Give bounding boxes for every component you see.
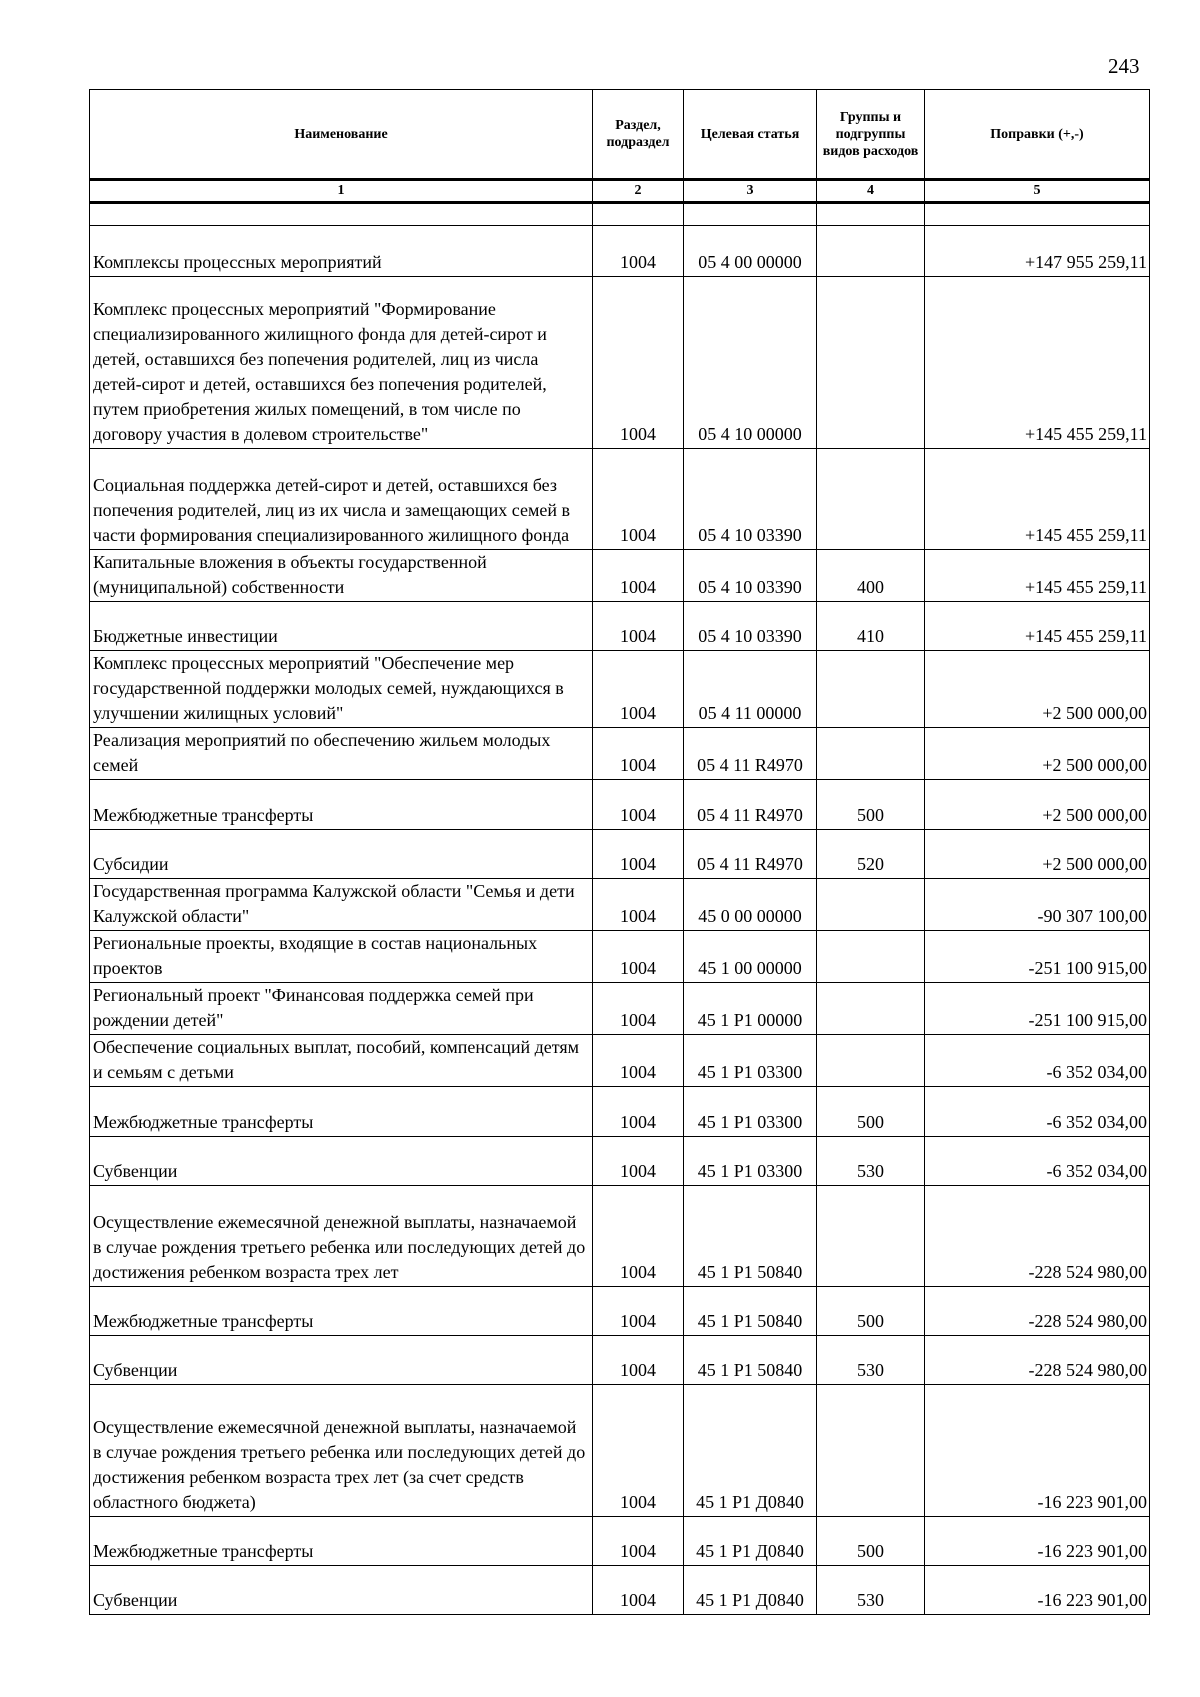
table-row (90, 1186, 1150, 1287)
row-group (817, 879, 925, 931)
row-section: 1004 (593, 931, 684, 983)
row-target: 05 4 11 00000 (684, 651, 817, 728)
row-target: 05 4 11 R4970 (684, 780, 817, 830)
page-number: 243 (1108, 54, 1140, 78)
row-name: Межбюджетные трансферты (90, 1517, 593, 1566)
column-number: 1 (90, 180, 593, 203)
row-section: 1004 (593, 1035, 684, 1087)
row-section: 1004 (593, 277, 684, 449)
column-number: 5 (925, 180, 1150, 203)
row-group: 410 (817, 602, 925, 651)
row-group: 400 (817, 550, 925, 602)
table-row (90, 651, 1150, 728)
row-target: 45 1 P1 50840 (684, 1336, 817, 1385)
row-amount: +2 500 000,00 (925, 651, 1150, 728)
table-row (90, 1517, 1150, 1566)
row-group (817, 1385, 925, 1517)
row-group (817, 449, 925, 550)
table-row (90, 1035, 1150, 1087)
column-number-row (90, 180, 1150, 203)
row-group (817, 277, 925, 449)
row-section: 1004 (593, 449, 684, 550)
row-group: 500 (817, 1287, 925, 1336)
row-group: 530 (817, 1336, 925, 1385)
row-target: 45 1 P1 03300 (684, 1035, 817, 1087)
row-group (817, 651, 925, 728)
row-amount: -228 524 980,00 (925, 1186, 1150, 1287)
row-group: 500 (817, 1087, 925, 1137)
row-target: 05 4 11 R4970 (684, 830, 817, 879)
row-group (817, 226, 925, 277)
row-target: 05 4 10 00000 (684, 277, 817, 449)
row-name: Осуществление ежемесячной денежной выплаты, назначаемой в случае рождения третьего ребенка или последующих детей до достижения ребенком возраста трех лет (90, 1186, 593, 1287)
row-amount: +2 500 000,00 (925, 830, 1150, 879)
row-name: Региональные проекты, входящие в состав национальных проектов (90, 931, 593, 983)
row-amount: -6 352 034,00 (925, 1035, 1150, 1087)
row-name: Обеспечение социальных выплат, пособий, компенсаций детям и семьям с детьми (90, 1035, 593, 1087)
row-target: 45 1 P1 Д0840 (684, 1385, 817, 1517)
table-row (90, 983, 1150, 1035)
row-amount: -90 307 100,00 (925, 879, 1150, 931)
header-section: Раздел, подраздел (593, 90, 684, 180)
row-section: 1004 (593, 1287, 684, 1336)
row-amount: -6 352 034,00 (925, 1137, 1150, 1186)
header-target: Целевая статья (684, 90, 817, 180)
row-target: 45 0 00 00000 (684, 879, 817, 931)
row-section: 1004 (593, 1566, 684, 1615)
row-target: 05 4 11 R4970 (684, 728, 817, 780)
column-number: 2 (593, 180, 684, 203)
row-amount: +145 455 259,11 (925, 550, 1150, 602)
row-amount: +2 500 000,00 (925, 780, 1150, 830)
row-target: 45 1 P1 03300 (684, 1087, 817, 1137)
row-name: Социальная поддержка детей-сирот и детей, оставшихся без попечения родителей, лиц из их числа и замещающих семей в части формирования специализированного жилищного фонда (90, 449, 593, 550)
row-amount: -16 223 901,00 (925, 1566, 1150, 1615)
row-target: 45 1 P1 03300 (684, 1137, 817, 1186)
row-section: 1004 (593, 651, 684, 728)
row-name: Реализация мероприятий по обеспечению жильем молодых семей (90, 728, 593, 780)
row-group: 520 (817, 830, 925, 879)
table-body (90, 203, 1150, 1615)
row-section: 1004 (593, 602, 684, 651)
spacer-row (90, 203, 1150, 226)
row-name: Субвенции (90, 1566, 593, 1615)
row-section: 1004 (593, 550, 684, 602)
row-section: 1004 (593, 879, 684, 931)
table-header (90, 90, 1150, 203)
row-target: 05 4 10 03390 (684, 449, 817, 550)
table-row (90, 449, 1150, 550)
table-row (90, 1087, 1150, 1137)
row-target: 45 1 P1 Д0840 (684, 1566, 817, 1615)
table-row (90, 931, 1150, 983)
row-section: 1004 (593, 983, 684, 1035)
row-name: Бюджетные инвестиции (90, 602, 593, 651)
row-group: 500 (817, 780, 925, 830)
row-section: 1004 (593, 780, 684, 830)
row-amount: +147 955 259,11 (925, 226, 1150, 277)
row-section: 1004 (593, 1336, 684, 1385)
row-name: Субвенции (90, 1137, 593, 1186)
row-name: Комплексы процессных мероприятий (90, 226, 593, 277)
row-amount: -228 524 980,00 (925, 1287, 1150, 1336)
table-row (90, 277, 1150, 449)
row-group: 500 (817, 1517, 925, 1566)
row-amount: -6 352 034,00 (925, 1087, 1150, 1137)
row-amount: +145 455 259,11 (925, 602, 1150, 651)
table-row (90, 226, 1150, 277)
row-group (817, 1035, 925, 1087)
header-groups: Группы и подгруппы видов расходов (817, 90, 925, 180)
table-row (90, 728, 1150, 780)
table-row (90, 1336, 1150, 1385)
row-target: 05 4 00 00000 (684, 226, 817, 277)
row-section: 1004 (593, 1137, 684, 1186)
row-target: 05 4 10 03390 (684, 550, 817, 602)
row-amount: -228 524 980,00 (925, 1336, 1150, 1385)
budget-table (89, 89, 1150, 1615)
table-row (90, 830, 1150, 879)
row-amount: -251 100 915,00 (925, 983, 1150, 1035)
row-section: 1004 (593, 1087, 684, 1137)
table-row (90, 602, 1150, 651)
table-row (90, 1137, 1150, 1186)
row-target: 45 1 P1 Д0840 (684, 1517, 817, 1566)
row-amount: +145 455 259,11 (925, 449, 1150, 550)
row-group: 530 (817, 1137, 925, 1186)
row-name: Межбюджетные трансферты (90, 1287, 593, 1336)
table-row (90, 879, 1150, 931)
row-group (817, 1186, 925, 1287)
row-target: 45 1 00 00000 (684, 931, 817, 983)
row-section: 1004 (593, 728, 684, 780)
row-amount: -251 100 915,00 (925, 931, 1150, 983)
column-number: 3 (684, 180, 817, 203)
row-name: Государственная программа Калужской области "Семья и дети Калужской области" (90, 879, 593, 931)
row-section: 1004 (593, 226, 684, 277)
table-row (90, 1566, 1150, 1615)
row-target: 05 4 10 03390 (684, 602, 817, 651)
row-name: Капитальные вложения в объекты государственной (муниципальной) собственности (90, 550, 593, 602)
row-target: 45 1 P1 50840 (684, 1186, 817, 1287)
row-name: Комплекс процессных мероприятий "Формирование специализированного жилищного фонда для детей-сирот и детей, оставшихся без попечения родителей, лиц из числа детей-сирот и детей, оставшихся без попечения родителей, путем приобретения жилых помещений, в том числе по договору участия в долевом строительстве" (90, 277, 593, 449)
row-amount: -16 223 901,00 (925, 1385, 1150, 1517)
row-section: 1004 (593, 1517, 684, 1566)
row-section: 1004 (593, 1385, 684, 1517)
row-name: Межбюджетные трансферты (90, 780, 593, 830)
row-section: 1004 (593, 830, 684, 879)
row-name: Региональный проект "Финансовая поддержка семей при рождении детей" (90, 983, 593, 1035)
row-group (817, 931, 925, 983)
row-name: Субсидии (90, 830, 593, 879)
header-amendments: Поправки (+,-) (925, 90, 1150, 180)
table-row (90, 1385, 1150, 1517)
row-amount: +145 455 259,11 (925, 277, 1150, 449)
row-amount: -16 223 901,00 (925, 1517, 1150, 1566)
row-name: Комплекс процессных мероприятий "Обеспечение мер государственной поддержки молодых семей, нуждающихся в улучшении жилищных условий" (90, 651, 593, 728)
column-number: 4 (817, 180, 925, 203)
row-section: 1004 (593, 1186, 684, 1287)
row-amount: +2 500 000,00 (925, 728, 1150, 780)
row-target: 45 1 P1 00000 (684, 983, 817, 1035)
row-name: Субвенции (90, 1336, 593, 1385)
row-target: 45 1 P1 50840 (684, 1287, 817, 1336)
row-group (817, 983, 925, 1035)
table-row (90, 550, 1150, 602)
row-group: 530 (817, 1566, 925, 1615)
row-name: Осуществление ежемесячной денежной выплаты, назначаемой в случае рождения третьего ребенка или последующих детей до достижения ребенком возраста трех лет (за счет средств областного бюджета) (90, 1385, 593, 1517)
row-group (817, 728, 925, 780)
header-name: Наименование (90, 90, 593, 180)
row-name: Межбюджетные трансферты (90, 1087, 593, 1137)
table-row (90, 780, 1150, 830)
table-row (90, 1287, 1150, 1336)
